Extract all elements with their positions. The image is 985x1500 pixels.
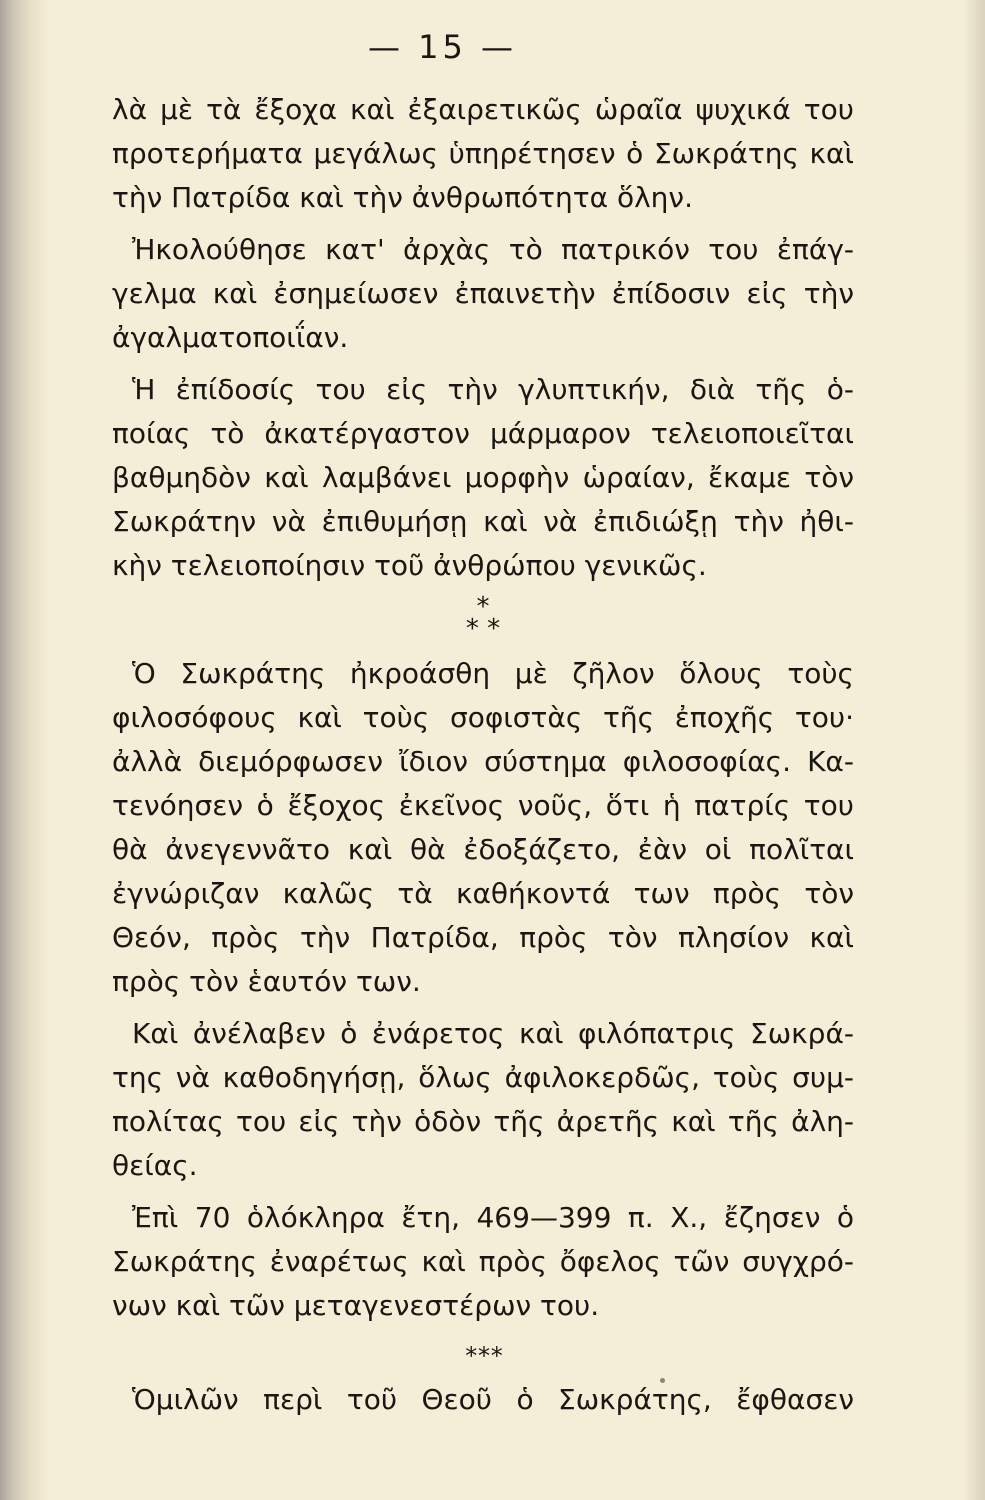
paper-speck <box>660 1378 665 1383</box>
text-line: της νὰ καθοδηγήσῃ, ὅλως ἀφιλοκερδῶς, τοὺς συμ- <box>112 1061 854 1094</box>
text-line: βαθμηδὸν καὶ λαμβάνει μορφὴν ὡραίαν, ἔκαμε τὸν <box>112 461 854 494</box>
text-line: λὰ μὲ τὰ ἔξοχα καὶ ἐξαιρετικῶς ὡραῖα ψυχικά του <box>112 93 854 126</box>
paragraph-4 <box>112 652 854 1004</box>
text-line: Ἡ ἐπίδοσίς του εἰς τὴν γλυπτικήν, διὰ τῆς ὁ- <box>132 373 854 406</box>
text-line: φιλοσόφους καὶ τοὺς σοφιστὰς τῆς ἐποχῆς του· <box>112 701 854 734</box>
asterism-divider <box>112 588 854 652</box>
text-line: γελμα καὶ ἐσημείωσεν ἐπαινετὴν ἐπίδοσιν εἰς τὴν <box>112 277 854 310</box>
text-line: ἐγνώριζαν καλῶς τὰ καθήκοντά των πρὸς τὸν <box>112 877 854 910</box>
text-line: Θεόν, πρὸς τὴν Πατρίδα, πρὸς τὸν πλησίον καὶ <box>112 921 854 954</box>
text-line: Ἠκολούθησε κατ' ἀρχὰς τὸ πατρικόν του ἐπάγ- <box>132 233 854 266</box>
text-line: Ἐπὶ 70 ὁλόκληρα ἔτη, 469—399 π. Χ., ἔζησεν ὁ <box>132 1201 854 1234</box>
paragraph-7 <box>112 1378 854 1422</box>
text-line: Ὁμιλῶν περὶ τοῦ Θεοῦ ὁ Σωκράτης, ἔφθασεν <box>132 1383 854 1416</box>
text-line: ἀγαλματοποιΐαν. <box>112 321 349 354</box>
text-line: ποίας τὸ ἀκατέργαστον μάρμαρον τελειοποιεῖται <box>112 417 854 450</box>
paragraph-6 <box>112 1196 854 1328</box>
body-text <box>112 88 854 1422</box>
text-line: Σωκράτης ἐναρέτως καὶ πρὸς ὄφελος τῶν συγχρό- <box>112 1245 854 1278</box>
text-line: πολίτας του εἰς τὴν ὁδὸν τῆς ἀρετῆς καὶ τῆς ἀλη- <box>112 1105 854 1138</box>
text-line: Καὶ ἀνέλαβεν ὁ ἐνάρετος καὶ φιλόπατρις Σωκρά- <box>132 1017 854 1050</box>
asterism-top: * <box>476 592 490 622</box>
text-line: Ὁ Σωκράτης ἠκροάσθη μὲ ζῆλον ὅλους τοὺς <box>132 657 854 690</box>
asterism-divider-small: * * * <box>465 1342 501 1370</box>
page-number: — 15 — <box>367 28 518 66</box>
paragraph-2 <box>112 228 854 360</box>
page-left-edge-shadow <box>0 0 48 1500</box>
paragraph-5 <box>112 1012 854 1188</box>
text-line: Σωκράτην νὰ ἐπιθυμήσῃ καὶ νὰ ἐπιδιώξῃ τὴν ἠθι- <box>112 505 854 538</box>
text-line: θείας. <box>112 1149 198 1182</box>
text-line: τενόησεν ὁ ἔξοχος ἐκεῖνος νοῦς, ὅτι ἡ πατρίς του <box>112 789 854 822</box>
asterism-bottom: * * <box>465 614 501 644</box>
text-line: τὴν Πατρίδα καὶ τὴν ἀνθρωπότητα ὅλην. <box>112 181 693 214</box>
text-line: πρὸς τὸν ἑαυτόν των. <box>112 965 421 998</box>
text-line: νων καὶ τῶν μεταγενεστέρων του. <box>112 1289 600 1322</box>
text-line: ἀλλὰ διεμόρφωσεν ἴδιον σύστημα φιλοσοφίας. Κα- <box>112 745 854 778</box>
page-right-edge-shadow <box>963 0 985 1500</box>
text-line: προτερήματα μεγάλως ὑπηρέτησεν ὁ Σωκράτης καὶ <box>112 137 854 170</box>
text-line: κὴν τελειοποίησιν τοῦ ἀνθρώπου γενικῶς. <box>112 549 707 582</box>
paragraph-1 <box>112 88 854 220</box>
text-line: θὰ ἀνεγεννᾶτο καὶ θὰ ἐδοξάζετο, ἐὰν οἱ πολῖται <box>112 833 854 866</box>
paragraph-3 <box>112 368 854 588</box>
